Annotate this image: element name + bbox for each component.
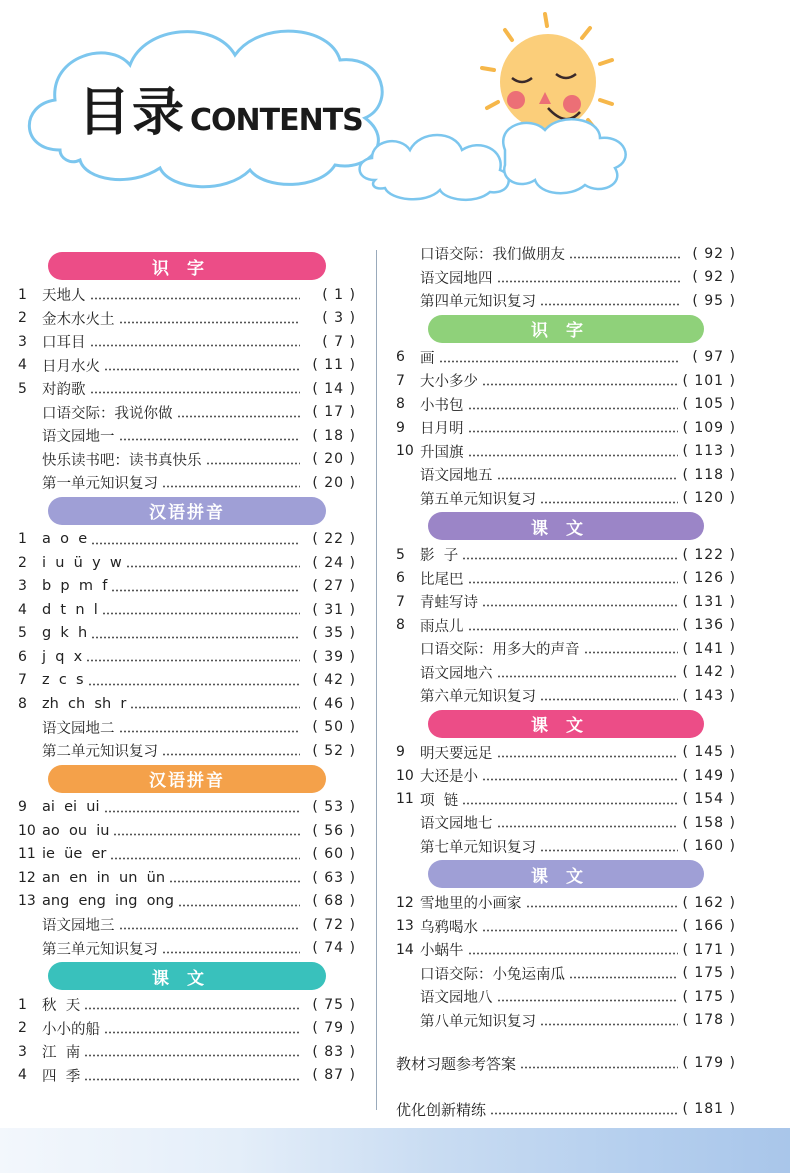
entry-number: 2 [18,1020,27,1037]
toc-entry[interactable] [396,242,736,266]
dot-leader [520,1066,678,1069]
dot-leader [462,802,678,805]
entry-title: 江 南 [42,1045,81,1062]
entry-page: ( 50 ) [312,719,356,736]
entry-page: ( 72 ) [312,916,356,933]
entry-title: 雨点儿 [420,618,464,635]
dot-leader [110,857,300,860]
toc-entry[interactable] [396,915,736,939]
entry-number: 12 [396,894,414,911]
entry-page: ( 42 ) [312,672,356,689]
entry-title: 语文园地七 [420,816,493,833]
toc-entry[interactable] [396,684,736,708]
dot-leader [178,904,300,907]
entry-title: 比尾巴 [420,571,464,588]
toc-entry[interactable] [396,661,736,685]
entry-title: g k h [42,625,88,642]
page-title [78,70,363,143]
toc-entry[interactable] [18,890,356,914]
entry-page: ( 46 ) [312,695,356,712]
dot-leader [482,604,678,607]
entry-number: 7 [396,372,405,389]
dot-leader [104,1031,300,1034]
entry-page: ( 158 ) [682,814,736,831]
entry-number: 4 [18,357,27,374]
section-banner: 课文 [428,512,704,540]
entry-page: ( 162 ) [682,894,736,911]
entry-title: 第三单元知识复习 [42,941,158,958]
dot-leader [540,698,678,701]
entry-page: ( 160 ) [682,838,736,855]
entry-page: ( 95 ) [692,292,736,309]
entry-title: 对韵歌 [42,382,86,399]
toc-entry[interactable] [396,1009,736,1033]
dot-leader [86,659,300,662]
entry-title: b p m f [42,578,108,595]
entry-page: ( 171 ) [682,941,736,958]
dot-leader [569,256,680,259]
dot-leader [111,589,300,592]
entry-title: 口耳目 [42,335,86,352]
dot-leader [104,368,300,371]
toc-entry[interactable] [396,487,736,511]
dot-leader [130,706,300,709]
entry-number: 7 [396,593,405,610]
entry-title: 影 子 [420,548,459,565]
entry-page: ( 113 ) [682,443,736,460]
toc-entry[interactable] [396,266,736,290]
entry-number: 1 [18,286,27,303]
dot-leader [126,565,300,568]
entry-page: ( 7 ) [322,333,356,350]
dot-leader [90,391,301,394]
entry-page: ( 154 ) [682,791,736,808]
entry-page: ( 74 ) [312,940,356,957]
entry-title: 语文园地八 [420,990,493,1007]
entry-page: ( 11 ) [312,357,356,374]
dot-leader [497,477,679,480]
entry-page: ( 35 ) [312,625,356,642]
toc-entry[interactable] [18,575,356,599]
toc-entry[interactable] [396,811,736,835]
entry-page: ( 142 ) [682,664,736,681]
entry-page: ( 92 ) [692,245,736,262]
entry-page: ( 14 ) [312,380,356,397]
entry-page: ( 83 ) [312,1043,356,1060]
entry-number: 13 [18,893,36,910]
toc-entry[interactable] [396,289,736,313]
toc-entry[interactable] [18,598,356,622]
dot-leader [482,929,678,932]
entry-title: 天地人 [42,288,86,305]
dot-leader [162,485,300,488]
entry-title: 教材习题参考答案 [396,1054,517,1073]
spacer [396,1078,736,1094]
entry-number: 8 [396,617,405,634]
entry-title: j q x [42,648,83,665]
entry-page: ( 63 ) [312,869,356,886]
entry-page: ( 79 ) [312,1020,356,1037]
entry-number: 5 [18,380,27,397]
toc-entry[interactable] [396,788,736,812]
entry-page: ( 118 ) [682,466,736,483]
entry-title: 语文园地六 [420,665,493,682]
dot-leader [526,905,679,908]
entry-number: 5 [396,546,405,563]
entry-title: 第八单元知识复习 [420,1013,536,1030]
entry-number: 11 [396,791,414,808]
entry-page: ( 60 ) [312,846,356,863]
section-banner: 识字 [48,252,326,280]
section-banner: 课文 [48,962,326,990]
entry-number: 1 [18,531,27,548]
entry-title: 语文园地四 [420,270,493,287]
entry-page: ( 3 ) [322,310,356,327]
toc-entry[interactable] [396,985,736,1009]
entry-title: zh ch sh r [42,695,127,712]
dot-leader [90,297,301,300]
entry-number: 10 [396,767,414,784]
entry-page: ( 68 ) [312,893,356,910]
entry-number: 8 [18,695,27,712]
sun-icon [482,14,612,130]
entry-title: 口语交际：小兔运南瓜 [420,966,565,983]
dot-leader [119,321,301,324]
dot-leader [490,1112,678,1115]
toc-entry[interactable] [18,716,356,740]
dot-leader [468,407,679,410]
dot-leader [540,303,680,306]
toc-entry[interactable] [396,567,736,591]
toc-entry[interactable] [18,796,356,820]
toc-entry[interactable] [396,346,736,370]
entry-number: 13 [396,918,414,935]
entry-page: ( 1 ) [322,286,356,303]
entry-page: ( 175 ) [682,965,736,982]
toc-entry[interactable] [396,637,736,661]
entry-page: ( 52 ) [312,742,356,759]
entry-title: 明天要远足 [420,745,493,762]
dot-leader [177,415,301,418]
dot-leader [497,280,681,283]
entry-title: 语文园地五 [420,468,493,485]
entry-title: 大小多少 [420,374,478,391]
dot-leader [584,651,679,654]
toc-entry[interactable] [396,440,736,464]
entry-title: 小蜗牛 [420,943,464,960]
dot-leader [540,501,678,504]
entry-title: 第四单元知识复习 [420,294,536,311]
entry-number: 3 [18,578,27,595]
toc-entry[interactable] [18,1017,356,1041]
toc-entry[interactable] [396,614,736,638]
entry-title: 第五单元知识复习 [420,491,536,508]
entry-title: 升国旗 [420,444,464,461]
entry-page: ( 166 ) [682,918,736,935]
entry-title: 语文园地一 [42,429,115,446]
dot-leader [497,755,679,758]
dot-leader [119,927,301,930]
entry-number: 9 [396,744,405,761]
entry-title: 第六单元知识复习 [420,689,536,706]
dot-leader [113,833,300,836]
entry-page: ( 18 ) [312,427,356,444]
entry-title: ang eng ing ong [42,893,174,910]
entry-page: ( 20 ) [312,474,356,491]
dot-leader [497,999,679,1002]
entry-title: 秋 天 [42,998,81,1015]
cloud-small-icon [360,119,626,200]
toc-entry[interactable] [18,622,356,646]
dot-leader [102,612,300,615]
toc-entry[interactable] [396,741,736,765]
dot-leader [169,880,300,883]
entry-page: ( 120 ) [682,490,736,507]
dot-leader [84,1078,300,1081]
toc-entry[interactable] [396,1048,736,1078]
entry-title: 语文园地二 [42,720,115,737]
entry-number: 9 [18,799,27,816]
entry-number: 12 [18,869,36,886]
entry-page: ( 53 ) [312,799,356,816]
entry-title: z c s [42,672,84,689]
title-cn: 目录 [78,83,187,143]
toc-entry[interactable] [396,543,736,567]
dot-leader [540,849,678,852]
entry-title: 优化创新精练 [396,1100,487,1119]
section-banner: 课文 [428,860,704,888]
entry-title: 金木水火土 [42,311,115,328]
entry-title: 第七单元知识复习 [420,839,536,856]
entry-title: 第二单元知识复习 [42,744,158,761]
section-banner: 汉语拼音 [48,497,326,525]
dot-leader [462,557,678,560]
dot-leader [119,438,301,441]
entry-page: ( 136 ) [682,617,736,634]
spacer [396,1032,736,1048]
bottom-decor-band [0,1128,790,1173]
entry-title: 语文园地三 [42,918,115,935]
toc-entry[interactable] [396,764,736,788]
toc-entry[interactable] [396,891,736,915]
toc-entry[interactable] [18,528,356,552]
toc-entry[interactable] [18,448,356,472]
entry-number: 10 [18,822,36,839]
entry-title: an en in un ün [42,869,166,886]
entry-page: ( 39 ) [312,648,356,665]
dot-leader [206,462,301,465]
dot-leader [119,730,301,733]
entry-page: ( 31 ) [312,601,356,618]
entry-title: 第一单元知识复习 [42,476,158,493]
entry-number: 9 [396,419,405,436]
entry-page: ( 56 ) [312,822,356,839]
toc-entry[interactable] [396,835,736,859]
dot-leader [91,542,300,545]
title-en: CONTENTS [190,103,363,138]
entry-number: 7 [18,672,27,689]
entry-page: ( 109 ) [682,419,736,436]
toc-entry[interactable] [18,551,356,575]
entry-number: 1 [18,996,27,1013]
toc-entry[interactable] [18,866,356,890]
column-divider [376,250,377,1110]
entry-number: 6 [18,648,27,665]
dot-leader [497,825,679,828]
toc-entry[interactable] [18,377,356,401]
toc-entry[interactable] [396,463,736,487]
toc-entry[interactable] [18,913,356,937]
entry-title: ao ou iu [42,822,110,839]
entry-page: ( 22 ) [312,531,356,548]
toc-entry[interactable] [396,369,736,393]
entry-number: 4 [18,601,27,618]
entry-title: 小小的船 [42,1021,100,1038]
entry-page: ( 92 ) [692,269,736,286]
toc-left-column [18,250,356,1087]
entry-page: ( 179 ) [682,1055,736,1071]
entry-number: 8 [396,396,405,413]
entry-page: ( 17 ) [312,404,356,421]
section-banner: 汉语拼音 [48,765,326,793]
dot-leader [468,430,679,433]
entry-title: 口语交际：我说你做 [42,405,173,422]
section-banner: 课文 [428,710,704,738]
toc-entry[interactable] [18,843,356,867]
entry-number: 2 [18,554,27,571]
entry-number: 6 [396,349,405,366]
entry-title: d t n l [42,601,98,618]
toc-entry[interactable] [18,283,356,307]
toc-entry[interactable] [18,669,356,693]
dot-leader [104,810,300,813]
dot-leader [439,360,681,363]
toc-entry[interactable] [18,937,356,961]
entry-page: ( 149 ) [682,767,736,784]
entry-page: ( 27 ) [312,578,356,595]
dot-leader [468,628,679,631]
toc-entry[interactable] [396,962,736,986]
toc-entry[interactable] [18,354,356,378]
entry-title: 青蛙写诗 [420,595,478,612]
entry-number: 3 [18,1043,27,1060]
entry-number: 11 [18,846,36,863]
entry-page: ( 181 ) [682,1101,736,1117]
entry-page: ( 20 ) [312,451,356,468]
dot-leader [482,383,678,386]
entry-title: 口语交际：用多大的声音 [420,642,580,659]
entry-page: ( 126 ) [682,570,736,587]
dot-leader [91,636,300,639]
entry-title: i u ü y w [42,554,122,571]
toc-entry[interactable] [396,590,736,614]
entry-title: 项 链 [420,792,459,809]
entry-page: ( 131 ) [682,593,736,610]
entry-page: ( 105 ) [682,396,736,413]
toc-entry[interactable] [396,393,736,417]
toc-entry[interactable] [18,424,356,448]
dot-leader [569,976,678,979]
entry-number: 2 [18,310,27,327]
entry-page: ( 141 ) [682,640,736,657]
toc-entry[interactable] [18,1064,356,1088]
dot-leader [162,951,300,954]
entry-number: 14 [396,941,414,958]
toc-entry[interactable] [18,471,356,495]
toc-entry[interactable] [18,645,356,669]
entry-title: 雪地里的小画家 [420,896,522,913]
toc-entry[interactable] [18,692,356,716]
dot-leader [88,683,300,686]
entry-title: 口语交际：我们做朋友 [420,247,565,264]
dot-leader [84,1007,300,1010]
entry-page: ( 143 ) [682,687,736,704]
entry-title: 乌鸦喝水 [420,919,478,936]
section-banner: 识字 [428,315,704,343]
dot-leader [468,952,679,955]
entry-title: 快乐读书吧：读书真快乐 [42,452,202,469]
dot-leader [162,753,300,756]
toc-right-column [396,242,736,1124]
entry-title: ie üe er [42,846,107,863]
dot-leader [482,778,678,781]
toc-entry[interactable] [18,1040,356,1064]
entry-number: 6 [396,570,405,587]
dot-leader [497,675,679,678]
entry-title: 小书包 [420,397,464,414]
entry-title: 画 [420,350,435,367]
toc-entry[interactable] [18,993,356,1017]
entry-number: 5 [18,625,27,642]
entry-title: 日月水火 [42,358,100,375]
toc-entry[interactable] [18,330,356,354]
entry-page: ( 175 ) [682,988,736,1005]
toc-entry[interactable] [396,416,736,440]
entry-page: ( 122 ) [682,546,736,563]
entry-title: a o e [42,531,88,548]
entry-page: ( 178 ) [682,1012,736,1029]
dot-leader [90,344,301,347]
entry-page: ( 145 ) [682,744,736,761]
toc-entry[interactable] [396,938,736,962]
entry-page: ( 97 ) [692,349,736,366]
entry-title: 日月明 [420,421,464,438]
dot-leader [84,1054,300,1057]
dot-leader [468,581,679,584]
entry-page: ( 75 ) [312,996,356,1013]
entry-title: ai ei ui [42,799,100,816]
entry-title: 大还是小 [420,769,478,786]
dot-leader [540,1023,678,1026]
entry-page: ( 87 ) [312,1067,356,1084]
entry-number: 10 [396,443,414,460]
dot-leader [468,454,679,457]
toc-entry[interactable] [396,1094,736,1124]
entry-page: ( 24 ) [312,554,356,571]
entry-number: 3 [18,333,27,350]
toc-entry[interactable] [18,401,356,425]
entry-page: ( 101 ) [682,372,736,389]
toc-entry[interactable] [18,739,356,763]
entry-number: 4 [18,1067,27,1084]
entry-title: 四 季 [42,1068,81,1085]
toc-entry[interactable] [18,307,356,331]
toc-entry[interactable] [18,819,356,843]
